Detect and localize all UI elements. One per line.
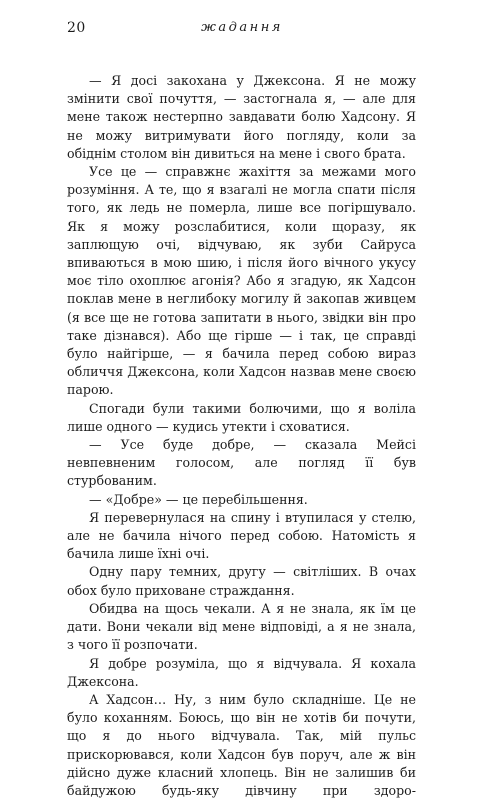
paragraph: Я добре розуміла, що я відчувала. Я кохала Джексона. <box>67 655 416 689</box>
running-title: жадання <box>201 20 283 35</box>
page-number: 20 <box>67 20 86 36</box>
paragraph: Обидва на щось чекали. А я не знала, як їм це дати. Вони чекали від мене відповіді, а я не знала, з чого її розпочати. <box>67 600 416 653</box>
paragraph: Спогади були такими болючими, що я воліла лише одного — кудись утекти і сховатися. <box>67 400 416 434</box>
paragraph: Одну пару темних, другу — світліших. В очах обох було приховане страждання. <box>67 564 416 598</box>
paragraph: Усе це — справжнє жахіття за межами мого розуміння. А те, що я взагалі не могла спати після того, як ледь не померла, лише все погіршувало. Як я можу розслабитися, коли щоразу, як заплющую очі, відчуваю, як зуби Сайруса впиваються в мою шию, і після його вічного укусу моє тіло охоплює агонія? Або я згадую, як Хадсон поклав мене в неглибоку могилу й закопав живцем (я все ще не готова запитати в нього, звідки він про таке дізнався). Або ще гірше — і так, це справді було найгірше, — я бачила перед собою вираз обличчя Джексона, коли Хадсон назвав мене своєю парою. <box>67 164 416 398</box>
paragraph: — Я досі закохана у Джексона. Я не можу змінити свої почуття, — застогнала я, — але для мене також нестерпно завдавати болю Хадсону. Я не можу витримувати його погляду, коли за обіднім столом він дивиться на мене і свого брата. <box>67 73 416 161</box>
paragraph: — Усе буде добре, — сказала Мейсі невпевненим голосом, але погляд її був стурбованим. <box>67 437 416 489</box>
paragraph: А Хадсон… Ну, з ним було складніше. Це не було коханням. Боюсь, що він не хотів би почути, що я до нього відчувала. Так, мій пульс прискорювався, коли Хадсон був поруч, але ж він дійсно дуже класний хлопець. Він не залишив би байдужою будь-яку дівчину при здоро- <box>67 691 416 798</box>
body-text <box>67 72 416 800</box>
page-header <box>67 20 417 40</box>
paragraph: — «Добре» — це перебільшення. <box>89 491 308 507</box>
paragraph: Я перевернулася на спину і втупилася у стелю, але не бачила нічого перед собою. Натомість я бачила лише їхні очі. <box>67 509 416 562</box>
